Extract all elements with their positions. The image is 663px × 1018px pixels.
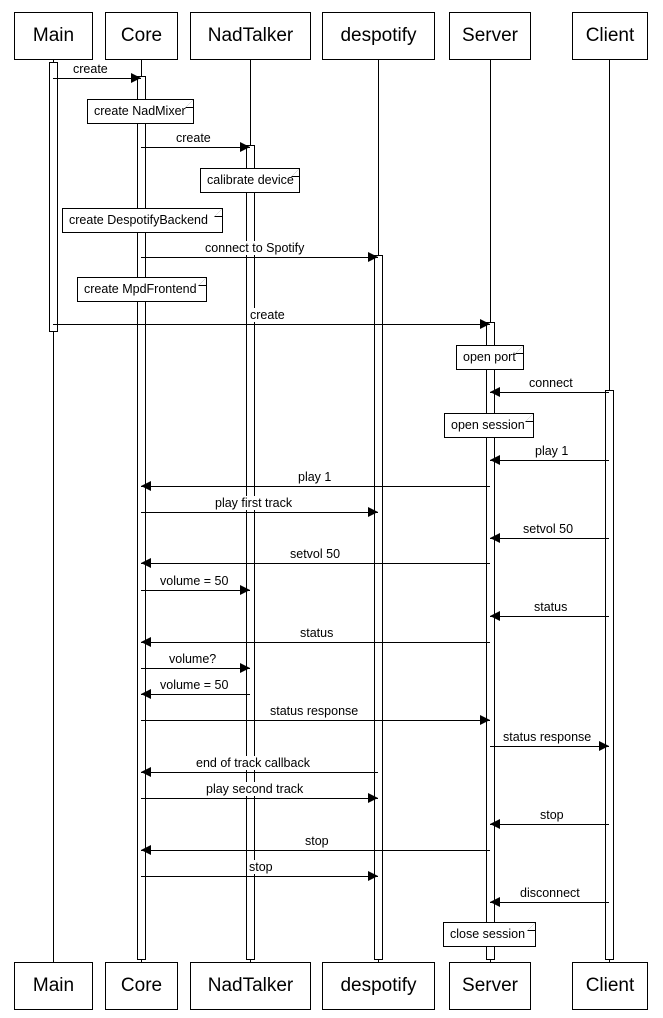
note-create-despotifybackend [62, 208, 223, 233]
message-label: stop [305, 834, 329, 848]
message-line [490, 392, 609, 393]
message-line [53, 324, 490, 325]
lifeline-footer-client[interactable] [572, 962, 648, 1010]
message-label: status response [503, 730, 592, 744]
note-text: close session [450, 927, 526, 941]
message-label: stop [540, 808, 564, 822]
note-fold-inner-icon [528, 923, 535, 930]
message-line [141, 257, 378, 258]
lifeline-header-core[interactable] [105, 12, 178, 60]
message-arrowhead [599, 741, 609, 751]
message-line [141, 720, 490, 721]
lifeline-footer-nadtalker[interactable] [190, 962, 311, 1010]
lifeline-header-server[interactable] [449, 12, 531, 60]
lifeline-label: Server [462, 25, 518, 46]
message-arrowhead [368, 507, 378, 517]
message-label: status [534, 600, 568, 614]
message-arrowhead [240, 585, 250, 595]
lifeline-header-despotify[interactable] [322, 12, 435, 60]
message-arrowhead [490, 611, 500, 621]
message-arrowhead [141, 558, 151, 568]
message-line [141, 642, 490, 643]
note-fold-inner-icon [516, 346, 523, 353]
message-label: status response [270, 704, 359, 718]
message-line [141, 876, 378, 877]
lifeline-label: Client [585, 975, 635, 996]
message-line [490, 538, 609, 539]
message-label: setvol 50 [523, 522, 574, 536]
message-label: setvol 50 [290, 547, 341, 561]
lifeline-label: Main [32, 975, 75, 996]
lifeline-label: despotify [340, 25, 417, 46]
activation-nadtalker [246, 145, 255, 960]
message-line [141, 486, 490, 487]
note-fold-inner-icon [215, 209, 222, 216]
activation-client [605, 390, 614, 960]
lifeline-label: NadTalker [207, 25, 294, 46]
message-line [53, 78, 141, 79]
lifeline-label: Core [120, 25, 163, 46]
message-arrowhead [141, 689, 151, 699]
lifeline-label: Server [462, 975, 518, 996]
lifeline-footer-core[interactable] [105, 962, 178, 1010]
activation-main [49, 62, 58, 332]
message-arrowhead [240, 663, 250, 673]
message-arrowhead [368, 871, 378, 881]
message-line [141, 563, 490, 564]
message-label: volume? [169, 652, 217, 666]
lifeline-footer-main[interactable] [14, 962, 93, 1010]
message-arrowhead [490, 533, 500, 543]
message-label: connect [529, 376, 573, 390]
message-line [490, 616, 609, 617]
message-arrowhead [480, 319, 490, 329]
message-label: volume = 50 [160, 574, 229, 588]
lifeline-footer-despotify[interactable] [322, 962, 435, 1010]
lifeline-label: despotify [340, 975, 417, 996]
message-label: status [300, 626, 334, 640]
note-fold-inner-icon [199, 278, 206, 285]
message-label: create [250, 308, 285, 322]
message-line [141, 798, 378, 799]
message-arrowhead [141, 637, 151, 647]
message-arrowhead [490, 819, 500, 829]
note-calibrate-device [200, 168, 300, 193]
message-line [490, 746, 609, 747]
lifeline-label: Client [585, 25, 635, 46]
note-text: create DespotifyBackend [69, 213, 208, 227]
message-line [141, 772, 378, 773]
message-arrowhead [368, 252, 378, 262]
message-line [141, 668, 250, 669]
note-text: calibrate device [207, 173, 294, 187]
message-line [141, 694, 250, 695]
lifeline-header-nadtalker[interactable] [190, 12, 311, 60]
note-fold-inner-icon [526, 414, 533, 421]
note-open-port [456, 345, 524, 370]
message-arrowhead [490, 387, 500, 397]
note-open-session [444, 413, 534, 438]
message-label: play 1 [298, 470, 332, 484]
note-text: create NadMixer [94, 104, 186, 118]
lifeline-header-client[interactable] [572, 12, 648, 60]
message-line [490, 460, 609, 461]
lifeline-label: NadTalker [207, 975, 294, 996]
message-arrowhead [141, 767, 151, 777]
note-fold-inner-icon [186, 100, 193, 107]
message-label: end of track callback [196, 756, 310, 770]
lifeline-label: Main [32, 25, 75, 46]
message-label: stop [249, 860, 273, 874]
message-line [141, 590, 250, 591]
note-text: create MpdFrontend [84, 282, 197, 296]
message-label: play first track [215, 496, 293, 510]
message-line [141, 850, 490, 851]
message-line [490, 824, 609, 825]
note-create-nadmixer [87, 99, 194, 124]
message-arrowhead [480, 715, 490, 725]
message-arrowhead [141, 845, 151, 855]
lifeline-footer-server[interactable] [449, 962, 531, 1010]
message-arrowhead [141, 481, 151, 491]
note-close-session [443, 922, 536, 947]
message-label: play second track [206, 782, 304, 796]
lifeline-header-main[interactable] [14, 12, 93, 60]
note-fold-inner-icon [292, 169, 299, 176]
message-label: create [176, 131, 211, 145]
message-label: play 1 [535, 444, 569, 458]
note-text: open session [451, 418, 525, 432]
message-arrowhead [240, 142, 250, 152]
activation-despotify [374, 255, 383, 960]
message-line [141, 147, 250, 148]
message-line [141, 512, 378, 513]
message-line [490, 902, 609, 903]
note-create-mpdfrontend [77, 277, 207, 302]
message-arrowhead [131, 73, 141, 83]
message-label: create [73, 62, 108, 76]
message-label: connect to Spotify [205, 241, 305, 255]
message-arrowhead [490, 897, 500, 907]
note-text: open port [463, 350, 516, 364]
lifeline-label: Core [120, 975, 163, 996]
message-label: volume = 50 [160, 678, 229, 692]
message-arrowhead [368, 793, 378, 803]
message-label: disconnect [520, 886, 580, 900]
message-arrowhead [490, 455, 500, 465]
